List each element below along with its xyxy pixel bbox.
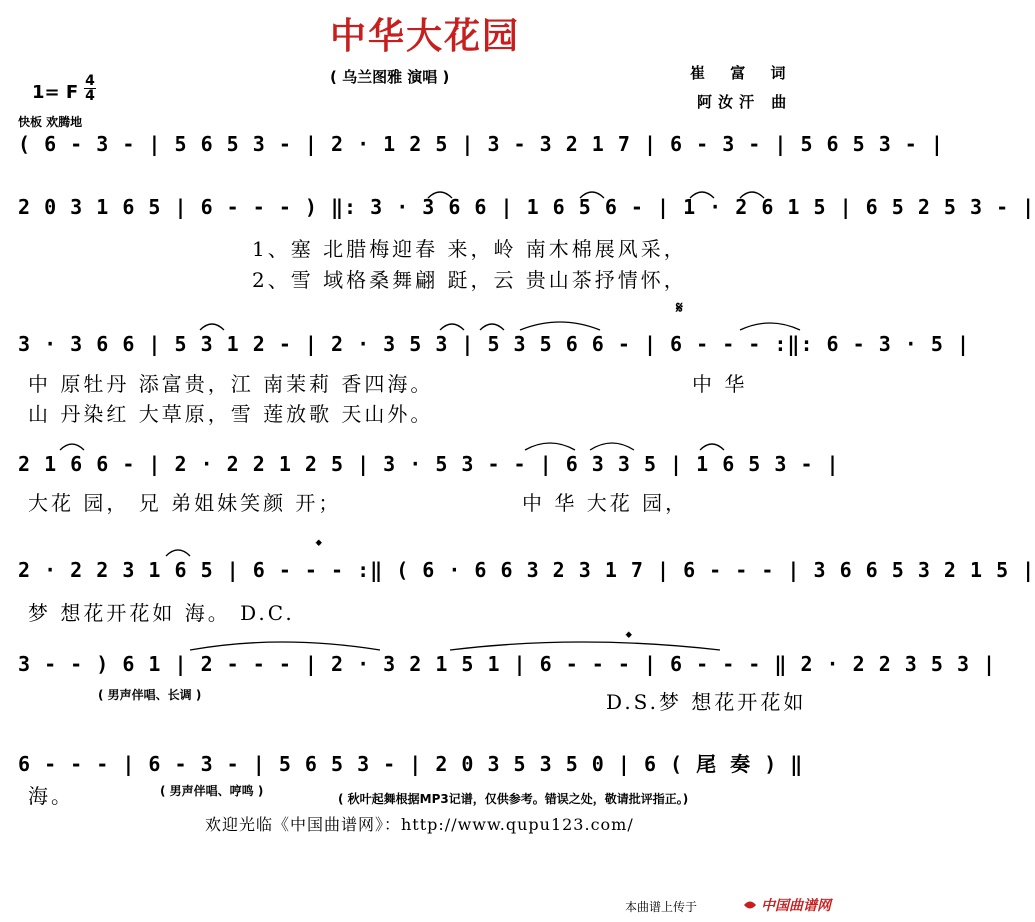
score-line-2: 2 0 3 1 6 5 | 6 - - - ) ‖: 3 · 3 6 6 | 1 6 5 6 - | 1 · 2 6 1 5 | 6 5 2 5 3 - | bbox=[18, 195, 1035, 219]
meter-top: 4 bbox=[85, 73, 95, 89]
segno-icon: 𝄋 bbox=[676, 298, 683, 317]
singer-credit: ( 乌兰图雅 演唱 ) bbox=[330, 68, 450, 86]
transcriber-note: ( 秋叶起舞根据MP3记谱，仅供参考。错误之处，敬请批评指正。) bbox=[338, 792, 689, 806]
lyric-chorus-start: 中 华 bbox=[692, 372, 748, 396]
meter-bottom: 4 bbox=[85, 88, 95, 104]
tempo-marking: 快板 欢腾地 bbox=[18, 115, 83, 129]
lyric-verse1-part1: 1、塞 北腊梅迎春 来，岭 南木棉展风采， bbox=[252, 237, 687, 261]
vocal-note-humming: ( 男声伴唱、哼鸣 ) bbox=[160, 784, 264, 798]
score-line-7: 6 - - - | 6 - 3 - | 5 6 5 3 - | 2 0 3 5 3 5 0 | 6 ( 尾 奏 ) ‖ bbox=[18, 752, 804, 776]
lyric-chorus-line2: 中 华 大花 园， bbox=[522, 491, 689, 515]
lyric-chorus-line1: 大花 园， 兄 弟姐妹笑颜 开； bbox=[28, 491, 342, 515]
lyric-ds-line: D.S.梦 想花开花如 bbox=[606, 690, 807, 714]
site-logo bbox=[742, 895, 831, 915]
lyricist-credit: 崔 富 词 bbox=[690, 64, 796, 82]
lyric-verse1-part2: 中 原牡丹 添富贵，江 南茉莉 香四海。 bbox=[28, 372, 434, 396]
song-title: 中华大花园 bbox=[329, 16, 520, 57]
score-line-5: 2 · 2 2 3 1 6 5 | 6 - - - :‖ ( 6 · 6 6 3 2 3 1 7 | 6 - - - | 3 6 6 5 3 2 1 5 | bbox=[18, 558, 1035, 582]
lyric-verse2-part1: 2、雪 域格桑舞翩 跹，云 贵山茶抒情怀， bbox=[252, 268, 687, 292]
score-line-4: 2 1 6 6 - | 2 · 2 2 1 2 5 | 3 · 5 3 - - | 6 3 3 5 | 1 6 5 3 - | bbox=[18, 452, 840, 476]
lyric-chorus-line3: 梦 想花开花如 海。 D.C. bbox=[28, 601, 295, 625]
key-signature: 1= F bbox=[32, 82, 79, 103]
score-line-3: 3 · 3 6 6 | 5 3 1 2 - | 2 · 3 5 3 | 5 3 5 6 6 - | 6 - - - :‖: 6 - 3 · 5 | bbox=[18, 332, 970, 356]
coda-icon-2: 𝄌 bbox=[626, 628, 632, 647]
logo-text: 中国曲谱网 bbox=[761, 898, 831, 914]
score-line-1: ( 6 - 3 - | 5 6 5 3 - | 2 · 1 2 5 | 3 - 3 2 1 7 | 6 - 3 - | 5 6 5 3 - | bbox=[18, 132, 944, 156]
lyric-final: 海。 bbox=[28, 784, 74, 808]
upload-label: 本曲谱上传于 bbox=[625, 900, 698, 914]
coda-icon: 𝄌 bbox=[316, 536, 322, 555]
logo-icon bbox=[742, 898, 758, 912]
composer-credit: 阿汝汗 曲 bbox=[697, 93, 793, 111]
vocal-note-long-tune: ( 男声伴唱、长调 ) bbox=[98, 688, 202, 702]
lyric-verse2-part2: 山 丹染红 大草原，雪 莲放歌 天山外。 bbox=[28, 402, 434, 426]
score-line-6: 3 - - ) 6 1 | 2 - - - | 2 · 3 2 1 5 1 | 6 - - - | 6 - - - ‖ 2 · 2 2 3 5 3 | bbox=[18, 652, 997, 676]
site-welcome-text: 欢迎光临《中国曲谱网》：http://www.qupu123.com/ bbox=[205, 815, 634, 834]
